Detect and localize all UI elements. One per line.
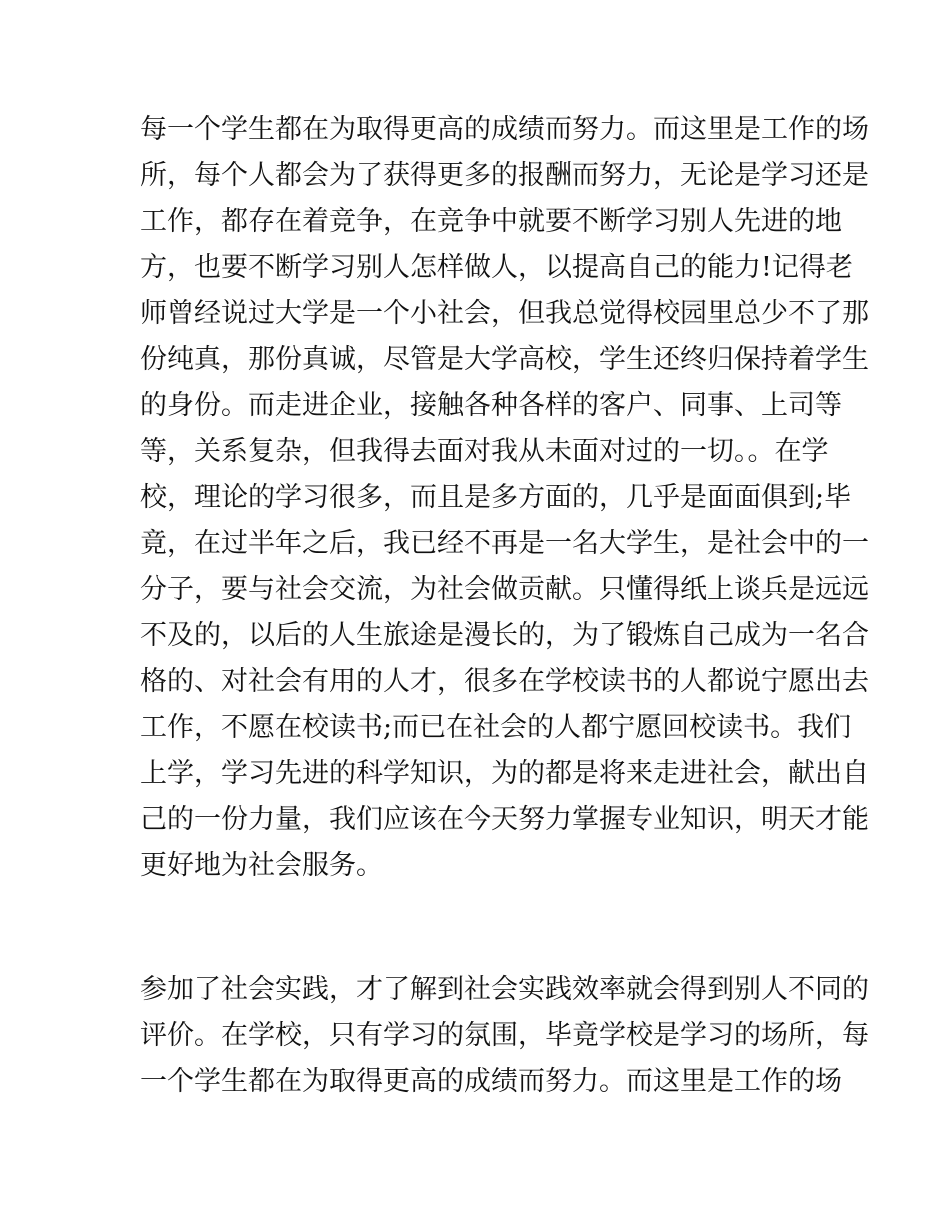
body-paragraph-1 [140, 107, 869, 889]
text-line: 每一个学生都在为取得更高的成绩而努力。而这里是工作的场 [140, 114, 869, 145]
text-line: 份纯真，那份真诚，尽管是大学高校，学生还终归保持着学生 [140, 344, 869, 375]
text-line: 上学，学习先进的科学知识，为的都是将来走进社会，献出自 [140, 758, 869, 789]
text-line: 不及的，以后的人生旅途是漫长的，为了锻炼自己成为一名合 [140, 620, 869, 651]
text-line: 工作，都存在着竞争，在竞争中就要不断学习别人先进的地 [140, 206, 842, 237]
text-line: 的身份。而走进企业，接触各种各样的客户、同事、上司等 [140, 390, 842, 421]
text-line: 己的一份力量，我们应该在今天努力掌握专业知识，明天才能 [140, 804, 869, 835]
body-paragraph-2 [140, 967, 869, 1105]
text-line: 所，每个人都会为了获得更多的报酬而努力，无论是学习还是 [140, 160, 869, 191]
text-line: 工作，不愿在校读书;而已在社会的人都宁愿回校读书。我们 [140, 712, 852, 743]
text-line: 格的、对社会有用的人才，很多在学校读书的人都说宁愿出去 [140, 666, 869, 697]
text-line: 评价。在学校，只有学习的氛围，毕竟学校是学习的场所，每 [140, 1020, 869, 1051]
text-line: 校，理论的学习很多，而且是多方面的，几乎是面面俱到;毕 [140, 482, 852, 513]
text-line: 等，关系复杂，但我得去面对我从未面对过的一切。。在学 [140, 436, 829, 467]
text-line: 方，也要不断学习别人怎样做人，以提高自己的能力!记得老 [140, 252, 853, 283]
text-line: 参加了社会实践，才了解到社会实践效率就会得到别人不同的 [140, 974, 869, 1005]
text-line: 师曾经说过大学是一个小社会，但我总觉得校园里总少不了那 [140, 298, 869, 329]
text-line: 竟，在过半年之后，我已经不再是一名大学生，是社会中的一 [140, 528, 869, 559]
text-line: 更好地为社会服务。 [140, 850, 383, 881]
text-line: 分子，要与社会交流，为社会做贡献。只懂得纸上谈兵是远远 [140, 574, 869, 605]
text-line: 一个学生都在为取得更高的成绩而努力。而这里是工作的场 [140, 1066, 842, 1097]
